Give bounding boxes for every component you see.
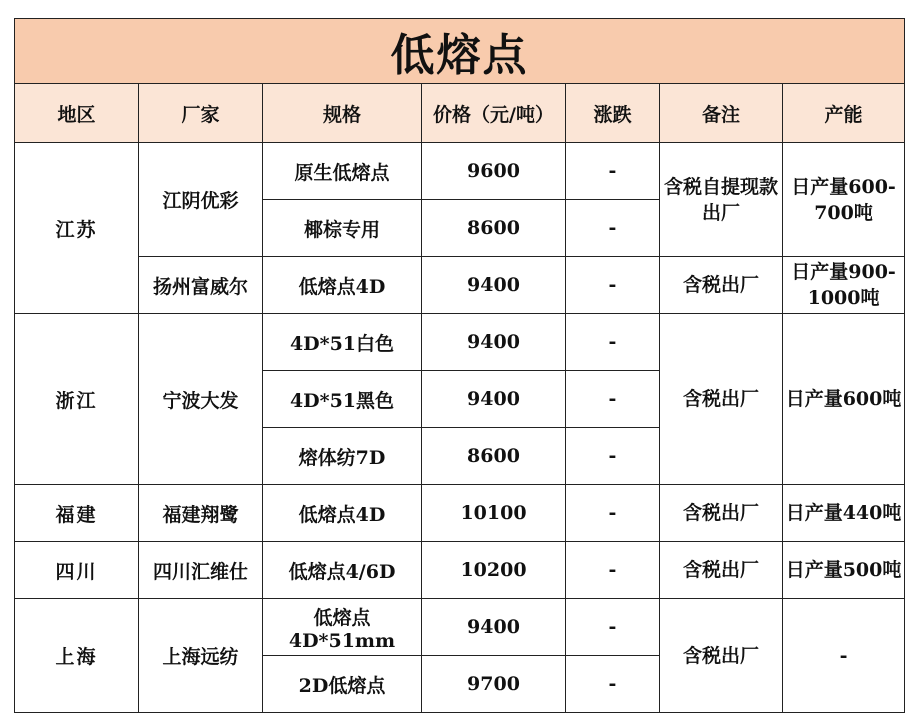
change-cell: - — [566, 428, 660, 485]
price-cell: 9700 — [422, 656, 566, 713]
note-cell: 含税自提现款出厂 — [660, 143, 783, 257]
factory-cell: 江阴优彩 — [139, 143, 263, 257]
capacity-cell: 日产量500吨 — [783, 542, 905, 599]
spec-cell: 低熔点4D*51mm — [263, 599, 422, 656]
factory-cell: 上海远纺 — [139, 599, 263, 713]
capacity-cell: 日产量600-700吨 — [783, 143, 905, 257]
spec-cell: 原生低熔点 — [263, 143, 422, 200]
price-cell: 9400 — [422, 314, 566, 371]
header-change: 涨跌 — [566, 84, 660, 143]
header-capacity: 产能 — [783, 84, 905, 143]
header-note: 备注 — [660, 84, 783, 143]
price-cell: 9600 — [422, 143, 566, 200]
spec-cell: 椰棕专用 — [263, 200, 422, 257]
region-cell: 江苏 — [15, 143, 139, 314]
region-cell: 福建 — [15, 485, 139, 542]
note-cell: 含税出厂 — [660, 314, 783, 485]
region-cell: 上海 — [15, 599, 139, 713]
spec-cell: 4D*51白色 — [263, 314, 422, 371]
price-table — [14, 18, 905, 713]
factory-cell: 四川汇维仕 — [139, 542, 263, 599]
note-cell: 含税出厂 — [660, 257, 783, 314]
table-row — [15, 314, 905, 371]
table-row — [15, 257, 905, 314]
spec-cell: 低熔点4D — [263, 485, 422, 542]
spec-cell: 2D低熔点 — [263, 656, 422, 713]
price-cell: 9400 — [422, 257, 566, 314]
change-cell: - — [566, 257, 660, 314]
price-cell: 8600 — [422, 200, 566, 257]
spec-cell: 低熔点4/6D — [263, 542, 422, 599]
table-title: 低熔点 — [15, 19, 905, 84]
price-cell: 8600 — [422, 428, 566, 485]
note-cell: 含税出厂 — [660, 485, 783, 542]
factory-cell: 扬州富威尔 — [139, 257, 263, 314]
header-price: 价格（元/吨） — [422, 84, 566, 143]
header-region: 地区 — [15, 84, 139, 143]
change-cell: - — [566, 599, 660, 656]
change-cell: - — [566, 314, 660, 371]
price-cell: 9400 — [422, 599, 566, 656]
spec-cell: 熔体纺7D — [263, 428, 422, 485]
price-table-sheet — [14, 18, 904, 712]
note-cell: 含税出厂 — [660, 599, 783, 713]
capacity-cell: 日产量440吨 — [783, 485, 905, 542]
price-cell: 10200 — [422, 542, 566, 599]
capacity-cell: 日产量600吨 — [783, 314, 905, 485]
change-cell: - — [566, 200, 660, 257]
region-cell: 四川 — [15, 542, 139, 599]
capacity-cell: 日产量900-1000吨 — [783, 257, 905, 314]
header-spec: 规格 — [263, 84, 422, 143]
note-cell: 含税出厂 — [660, 542, 783, 599]
change-cell: - — [566, 143, 660, 200]
change-cell: - — [566, 542, 660, 599]
capacity-cell: - — [783, 599, 905, 713]
price-cell: 9400 — [422, 371, 566, 428]
table-row — [15, 485, 905, 542]
change-cell: - — [566, 371, 660, 428]
region-cell: 浙江 — [15, 314, 139, 485]
factory-cell: 宁波大发 — [139, 314, 263, 485]
change-cell: - — [566, 485, 660, 542]
table-row — [15, 542, 905, 599]
price-cell: 10100 — [422, 485, 566, 542]
table-row — [15, 599, 905, 656]
factory-cell: 福建翔鹭 — [139, 485, 263, 542]
spec-cell: 4D*51黑色 — [263, 371, 422, 428]
change-cell: - — [566, 656, 660, 713]
table-row — [15, 143, 905, 200]
header-factory: 厂家 — [139, 84, 263, 143]
spec-cell: 低熔点4D — [263, 257, 422, 314]
